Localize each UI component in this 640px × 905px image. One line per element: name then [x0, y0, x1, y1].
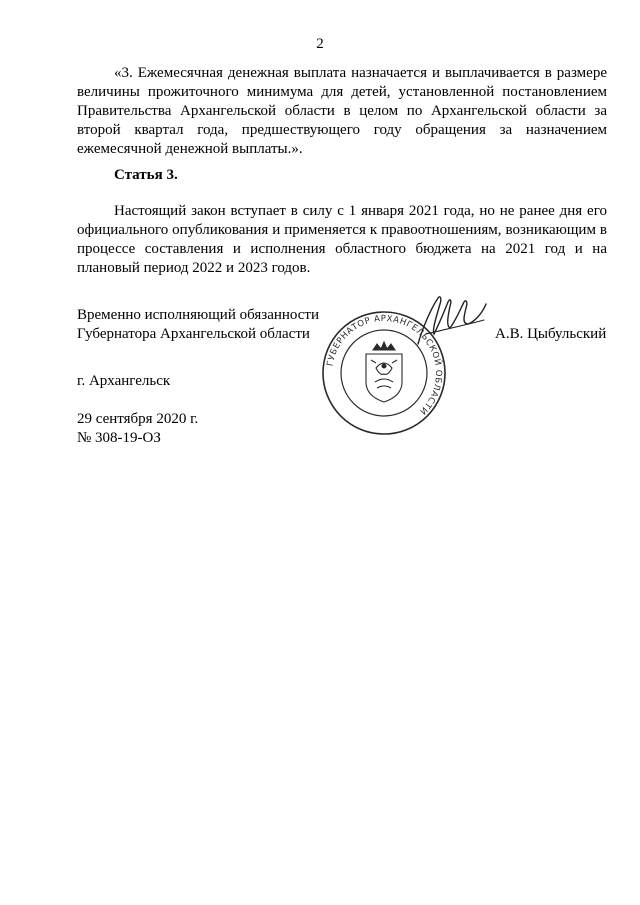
- page-number: 2: [316, 36, 324, 52]
- signer-name: А.В. Цыбульский: [495, 326, 607, 342]
- amendment-paragraph: «3. Ежемесячная денежная выплата назначается и выплачивается в размере величины прожиточного минимума для детей, установленной постановлением Правительства Архангельской области в целом по Архангельской области за второй квартал года, предшествующего году обращения за назначением ежемесячной денежной выплаты.».: [77, 65, 607, 157]
- article-paragraph: Настоящий закон вступает в силу с 1 января 2021 года, но не ранее дня его официального опубликования и применяется к правоотношениям, возникающим в процессе составления и исполнения областного бюджета на 2021 год и на плановый период 2022 и 2023 годов.: [77, 203, 607, 276]
- signer-title: [77, 306, 319, 344]
- article-heading: Статья 3.: [114, 167, 178, 183]
- coat-of-arms-icon: [366, 342, 402, 402]
- handwritten-signature: [412, 290, 492, 350]
- signing-date: 29 сентября 2020 г.: [77, 411, 199, 427]
- signer-title-line-1: Временно исполняющий обязанности: [77, 307, 320, 323]
- seal-text: ГУБЕРНАТОР АРХАНГЕЛЬСКОЙ ОБЛАСТИ: [325, 313, 444, 417]
- place-of-signing: г. Архангельск: [77, 373, 171, 389]
- document-number: № 308-19-ОЗ: [77, 430, 161, 446]
- signer-title-line-2: Губернатора Архангельской области: [77, 326, 310, 342]
